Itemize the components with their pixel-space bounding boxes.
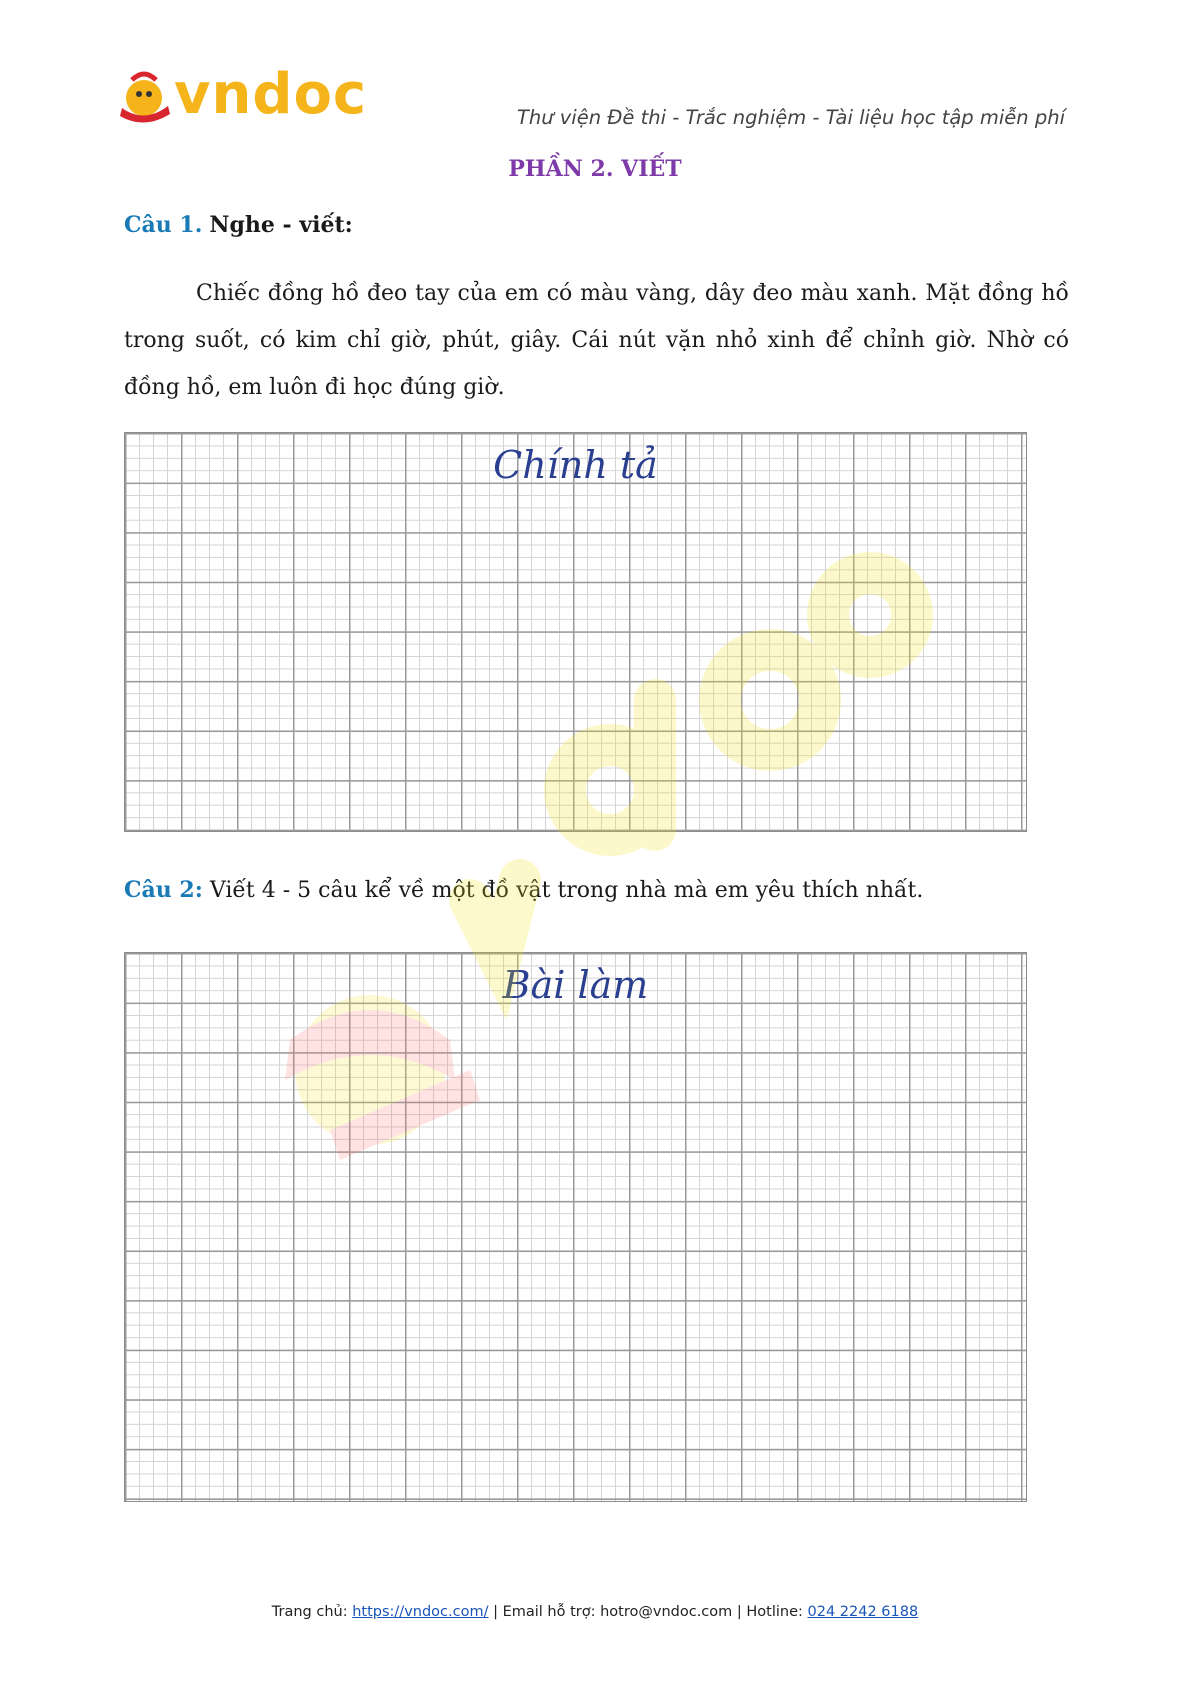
question-2-prompt: Viết 4 - 5 câu kể về một đồ vật trong nhà mà em yêu thích nhất. [209,878,924,903]
question-1-heading [124,212,353,238]
footer-email-text: | Email hỗ trợ: hotro@vndoc.com | Hotline: [493,1604,803,1620]
question-2-number: Câu 2: [124,877,203,903]
footer-home-link[interactable]: https://vndoc.com/ [352,1604,489,1620]
writing-grid-dictation[interactable] [124,432,1027,832]
question-2-heading [124,877,923,903]
page-header [0,0,1190,150]
mascot-icon [118,68,174,124]
question-1-number: Câu 1. [124,212,203,238]
writing-grid-answer[interactable] [124,952,1027,1502]
question-1-label: Nghe - viết: [209,212,353,238]
footer-hotline-link[interactable]: 024 2242 6188 [807,1604,919,1620]
section-title: PHẦN 2. VIẾT [508,156,682,182]
site-tagline: Thư viện Đề thi - Trắc nghiệm - Tài liệu học tập miễn phí [516,106,1065,129]
grid-title-answer: Bài làm [502,963,649,1007]
logo-text: vndoc [174,62,368,127]
dictation-paragraph: Chiếc đồng hồ đeo tay của em có màu vàng, dây đeo màu xanh. Mặt đồng hồ trong suốt, có kim chỉ giờ, phút, giây. Cái nút vặn nhỏ xinh để chỉnh giờ. Nhờ có đồng hồ, em luôn đi học đúng giờ. [124,281,1069,400]
vndoc-logo[interactable] [122,62,368,132]
page-footer [0,1604,1190,1620]
grid-title-dictation: Chính tả [493,443,658,487]
footer-home-label: Trang chủ: [271,1604,348,1620]
